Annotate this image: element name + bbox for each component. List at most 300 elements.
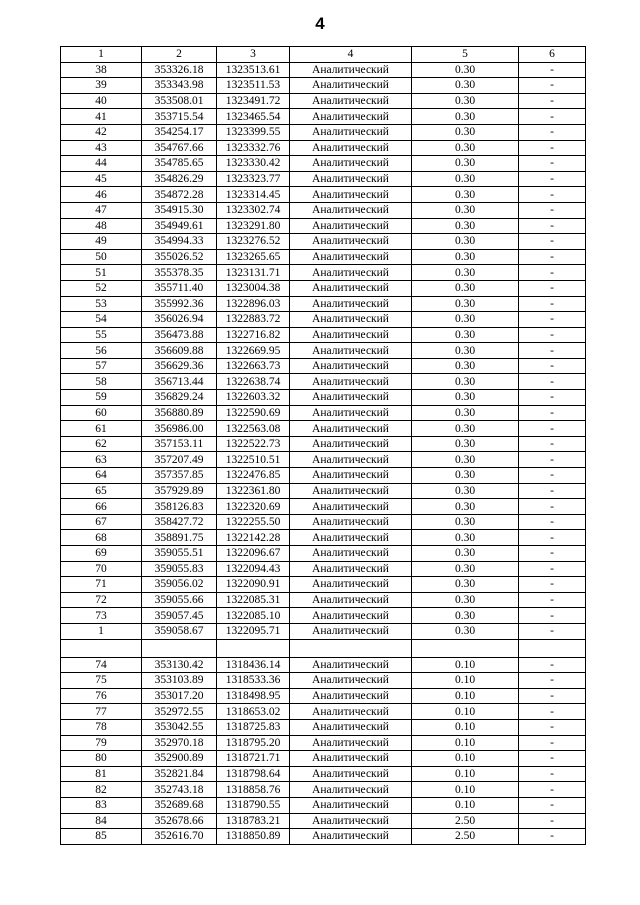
table-cell: 1318653.02 (217, 704, 290, 720)
table-row (61, 436, 586, 452)
table-cell: 1318498.95 (217, 688, 290, 704)
table-cell: 0.30 (412, 327, 519, 343)
table-cell: 352821.84 (142, 766, 217, 782)
table-cell: 352678.66 (142, 813, 217, 829)
page-number: 4 (315, 14, 325, 33)
table-cell: - (519, 468, 586, 484)
table-cell: 74 (61, 657, 142, 673)
table-cell: Аналитический (290, 608, 412, 624)
table-cell: - (519, 452, 586, 468)
table-cell: 0.30 (412, 483, 519, 499)
table-cell: 358126.83 (142, 499, 217, 515)
table-cell: Аналитический (290, 483, 412, 499)
table-cell: 355378.35 (142, 265, 217, 281)
table-cell: 357357.85 (142, 468, 217, 484)
table-cell: 1322095.71 (217, 623, 290, 639)
table-cell: 61 (61, 421, 142, 437)
table-cell: 356629.36 (142, 358, 217, 374)
table-cell: 356829.24 (142, 390, 217, 406)
table-row (61, 374, 586, 390)
table-row (61, 608, 586, 624)
table-cell: 0.30 (412, 187, 519, 203)
table-cell: - (519, 751, 586, 767)
table-cell: 0.30 (412, 202, 519, 218)
table-cell: 2.50 (412, 813, 519, 829)
table-cell: Аналитический (290, 343, 412, 359)
table-row (61, 546, 586, 562)
table-cell: 1322603.32 (217, 390, 290, 406)
table-row (61, 93, 586, 109)
empty-separator-row (61, 639, 586, 657)
table-body (61, 62, 586, 844)
table-cell: Аналитический (290, 374, 412, 390)
table-cell: Аналитический (290, 156, 412, 172)
table-cell: 0.10 (412, 673, 519, 689)
table-cell: 77 (61, 704, 142, 720)
table-cell: 76 (61, 688, 142, 704)
table-cell: - (519, 296, 586, 312)
table-cell: Аналитический (290, 218, 412, 234)
table-row (61, 452, 586, 468)
table-cell: 1318783.21 (217, 813, 290, 829)
table-cell: Аналитический (290, 312, 412, 328)
table-row (61, 296, 586, 312)
table-row (61, 109, 586, 125)
table-cell: 0.10 (412, 766, 519, 782)
table-cell: - (519, 483, 586, 499)
table-cell: - (519, 171, 586, 187)
table-cell: 354254.17 (142, 124, 217, 140)
table-cell: 47 (61, 202, 142, 218)
table-cell: 0.10 (412, 704, 519, 720)
table-cell: - (519, 62, 586, 78)
table-cell: 79 (61, 735, 142, 751)
table-cell: 0.30 (412, 93, 519, 109)
table-cell: 354994.33 (142, 234, 217, 250)
table-cell: 49 (61, 234, 142, 250)
column-header: 3 (217, 47, 290, 63)
table-cell: 1322085.10 (217, 608, 290, 624)
table-cell: 353017.20 (142, 688, 217, 704)
table-cell: Аналитический (290, 468, 412, 484)
table-row (61, 514, 586, 530)
table-cell: Аналитический (290, 782, 412, 798)
table-cell: 65 (61, 483, 142, 499)
table-cell: 58 (61, 374, 142, 390)
table-row (61, 782, 586, 798)
table-cell (519, 639, 586, 657)
table-cell: 78 (61, 719, 142, 735)
table-cell: 0.30 (412, 171, 519, 187)
table-row (61, 657, 586, 673)
table-cell: - (519, 312, 586, 328)
table-cell: - (519, 280, 586, 296)
table-cell: 0.30 (412, 124, 519, 140)
table-cell: 1323265.65 (217, 249, 290, 265)
table-cell: 0.30 (412, 312, 519, 328)
table-cell: 354785.65 (142, 156, 217, 172)
table-cell: 1318790.55 (217, 797, 290, 813)
table-cell: - (519, 140, 586, 156)
table-row (61, 673, 586, 689)
table-cell: - (519, 719, 586, 735)
table-cell: - (519, 202, 586, 218)
table-cell: 1 (61, 623, 142, 639)
table-cell: 53 (61, 296, 142, 312)
table-cell: 357207.49 (142, 452, 217, 468)
table-cell: 353715.54 (142, 109, 217, 125)
table-cell: 69 (61, 546, 142, 562)
table-cell: 0.30 (412, 577, 519, 593)
table-cell: Аналитический (290, 673, 412, 689)
column-header: 4 (290, 47, 412, 63)
table-row (61, 813, 586, 829)
table-cell: 1323302.74 (217, 202, 290, 218)
table-row (61, 78, 586, 94)
table-cell: 1323330.42 (217, 156, 290, 172)
table-row (61, 499, 586, 515)
table-cell: 0.30 (412, 405, 519, 421)
table-cell: 80 (61, 751, 142, 767)
table-cell: 359058.67 (142, 623, 217, 639)
table-cell: Аналитический (290, 688, 412, 704)
table-cell: - (519, 405, 586, 421)
table-cell: - (519, 187, 586, 203)
column-header: 6 (519, 47, 586, 63)
table-row (61, 735, 586, 751)
table-row (61, 202, 586, 218)
table-cell: - (519, 93, 586, 109)
table-cell: 0.30 (412, 249, 519, 265)
table-cell: Аналитический (290, 249, 412, 265)
table-cell: 1323399.55 (217, 124, 290, 140)
table-cell: 1318858.76 (217, 782, 290, 798)
table-cell: 352970.18 (142, 735, 217, 751)
table-cell: - (519, 265, 586, 281)
table-cell: 359055.51 (142, 546, 217, 562)
table-cell: - (519, 561, 586, 577)
table-cell: - (519, 829, 586, 845)
table-cell: 1322361.80 (217, 483, 290, 499)
table-cell: 0.30 (412, 530, 519, 546)
table-cell: Аналитический (290, 390, 412, 406)
table-cell: Аналитический (290, 405, 412, 421)
table-cell: 64 (61, 468, 142, 484)
table-cell: 1322563.08 (217, 421, 290, 437)
table-cell: 0.30 (412, 265, 519, 281)
table-row (61, 483, 586, 499)
table-cell: 66 (61, 499, 142, 515)
table-cell: 1318725.83 (217, 719, 290, 735)
table-cell (290, 639, 412, 657)
table-cell: 352616.70 (142, 829, 217, 845)
table-cell: 0.30 (412, 436, 519, 452)
table-cell: Аналитический (290, 171, 412, 187)
table-cell: Аналитический (290, 797, 412, 813)
table-cell: 353326.18 (142, 62, 217, 78)
table-cell: - (519, 78, 586, 94)
table-cell: 0.30 (412, 468, 519, 484)
table-cell: - (519, 218, 586, 234)
table-cell: 354915.30 (142, 202, 217, 218)
table-cell: 0.30 (412, 390, 519, 406)
table-row (61, 766, 586, 782)
table-cell: 1322476.85 (217, 468, 290, 484)
table-cell: 358891.75 (142, 530, 217, 546)
table-cell: 46 (61, 187, 142, 203)
table-cell: Аналитический (290, 704, 412, 720)
table-cell: - (519, 124, 586, 140)
table-cell: 353042.55 (142, 719, 217, 735)
table-cell: 357929.89 (142, 483, 217, 499)
table-cell: - (519, 109, 586, 125)
table-cell: 353508.01 (142, 93, 217, 109)
table-row (61, 704, 586, 720)
table-cell: - (519, 623, 586, 639)
table-cell: 73 (61, 608, 142, 624)
table-cell: 51 (61, 265, 142, 281)
table-cell: Аналитический (290, 577, 412, 593)
column-header: 5 (412, 47, 519, 63)
table-cell: - (519, 358, 586, 374)
table-cell: 1318795.20 (217, 735, 290, 751)
table-cell: 359055.66 (142, 592, 217, 608)
table-cell: 70 (61, 561, 142, 577)
table-cell: Аналитический (290, 93, 412, 109)
table-cell: 0.10 (412, 797, 519, 813)
table-cell: 356713.44 (142, 374, 217, 390)
table-cell: - (519, 327, 586, 343)
table-cell: 354767.66 (142, 140, 217, 156)
table-cell: 44 (61, 156, 142, 172)
table-cell: Аналитический (290, 202, 412, 218)
table-cell: 38 (61, 62, 142, 78)
table-cell: 0.30 (412, 546, 519, 562)
table-cell: Аналитический (290, 829, 412, 845)
table-cell: 352900.89 (142, 751, 217, 767)
table-cell: - (519, 390, 586, 406)
table-cell: Аналитический (290, 813, 412, 829)
table-cell: - (519, 592, 586, 608)
table-cell: 356026.94 (142, 312, 217, 328)
table-cell: 0.30 (412, 343, 519, 359)
table-cell: Аналитический (290, 436, 412, 452)
table-cell: 1323314.45 (217, 187, 290, 203)
table-row (61, 561, 586, 577)
table-cell: 0.30 (412, 608, 519, 624)
table-cell: - (519, 436, 586, 452)
table-cell: - (519, 499, 586, 515)
table-cell: 1323131.71 (217, 265, 290, 281)
table-cell: 43 (61, 140, 142, 156)
table-cell: 0.30 (412, 452, 519, 468)
table-cell: 1322669.95 (217, 343, 290, 359)
table-cell: 0.30 (412, 280, 519, 296)
table-cell: 68 (61, 530, 142, 546)
table-cell: - (519, 156, 586, 172)
table-row (61, 751, 586, 767)
table-row (61, 187, 586, 203)
table-cell: 1322716.82 (217, 327, 290, 343)
table-cell: 1323004.38 (217, 280, 290, 296)
table-cell: 1318436.14 (217, 657, 290, 673)
table-cell: Аналитический (290, 452, 412, 468)
table-row (61, 140, 586, 156)
table-cell (142, 639, 217, 657)
table-row (61, 358, 586, 374)
table-row (61, 421, 586, 437)
table-cell: Аналитический (290, 62, 412, 78)
column-header: 1 (61, 47, 142, 63)
table-cell: 0.30 (412, 421, 519, 437)
table-cell: 42 (61, 124, 142, 140)
table-cell: 0.10 (412, 657, 519, 673)
table-cell: 1322255.50 (217, 514, 290, 530)
table-cell: 62 (61, 436, 142, 452)
table-cell: - (519, 577, 586, 593)
table-cell: - (519, 782, 586, 798)
table-cell: 1323491.72 (217, 93, 290, 109)
table-cell: Аналитический (290, 561, 412, 577)
table-row (61, 688, 586, 704)
table-cell: Аналитический (290, 530, 412, 546)
table-row (61, 719, 586, 735)
table-row (61, 124, 586, 140)
table-cell: 1323276.52 (217, 234, 290, 250)
table-cell: 354826.29 (142, 171, 217, 187)
table-cell: 84 (61, 813, 142, 829)
table-row (61, 218, 586, 234)
table-row (61, 390, 586, 406)
table-cell: 359057.45 (142, 608, 217, 624)
table-row (61, 468, 586, 484)
table-cell: 1322883.72 (217, 312, 290, 328)
table-cell: - (519, 766, 586, 782)
table-cell: Аналитический (290, 265, 412, 281)
table-cell: Аналитический (290, 592, 412, 608)
table-cell: 71 (61, 577, 142, 593)
table-cell: - (519, 234, 586, 250)
table-cell: 1322142.28 (217, 530, 290, 546)
table-cell: - (519, 249, 586, 265)
table-cell: 1323323.77 (217, 171, 290, 187)
table-row (61, 797, 586, 813)
table-cell: 60 (61, 405, 142, 421)
table-cell: - (519, 608, 586, 624)
table-cell: 356609.88 (142, 343, 217, 359)
table-cell: 354949.61 (142, 218, 217, 234)
table-cell: 59 (61, 390, 142, 406)
table-cell: 1323513.61 (217, 62, 290, 78)
table-cell: - (519, 514, 586, 530)
table-cell: 0.10 (412, 719, 519, 735)
table-cell: 0.10 (412, 735, 519, 751)
column-header: 2 (142, 47, 217, 63)
table-cell: 0.30 (412, 358, 519, 374)
table-cell: 1322663.73 (217, 358, 290, 374)
table-cell: Аналитический (290, 327, 412, 343)
table-cell: 1318850.89 (217, 829, 290, 845)
table-cell: Аналитический (290, 140, 412, 156)
table-cell: 52 (61, 280, 142, 296)
table-cell: Аналитический (290, 657, 412, 673)
table-row (61, 577, 586, 593)
table-cell: Аналитический (290, 296, 412, 312)
table-cell: 1322896.03 (217, 296, 290, 312)
table-cell: 1322094.43 (217, 561, 290, 577)
table-cell: 0.30 (412, 109, 519, 125)
table-cell: Аналитический (290, 766, 412, 782)
table-cell: 1323465.54 (217, 109, 290, 125)
table-cell: 353103.89 (142, 673, 217, 689)
table-cell: - (519, 704, 586, 720)
table-cell: 55 (61, 327, 142, 343)
table-cell: 85 (61, 829, 142, 845)
table-cell: 356880.89 (142, 405, 217, 421)
table-cell: Аналитический (290, 280, 412, 296)
table-cell: 50 (61, 249, 142, 265)
table-cell (412, 639, 519, 657)
table-cell: 1323511.53 (217, 78, 290, 94)
table-cell: 1323291.80 (217, 218, 290, 234)
table-cell: 352689.68 (142, 797, 217, 813)
table-cell: - (519, 813, 586, 829)
table-cell: Аналитический (290, 623, 412, 639)
table-cell: 0.30 (412, 561, 519, 577)
table-row (61, 327, 586, 343)
coordinates-table (60, 46, 586, 845)
table-cell: - (519, 343, 586, 359)
table-cell: 352972.55 (142, 704, 217, 720)
table-cell: 353343.98 (142, 78, 217, 94)
table-cell: 67 (61, 514, 142, 530)
table-cell: Аналитический (290, 78, 412, 94)
table-row (61, 171, 586, 187)
table-cell: Аналитический (290, 719, 412, 735)
table-cell: 57 (61, 358, 142, 374)
table-cell: 355711.40 (142, 280, 217, 296)
table-row (61, 592, 586, 608)
table-cell: - (519, 530, 586, 546)
table-row (61, 829, 586, 845)
table-cell: 75 (61, 673, 142, 689)
table-row (61, 312, 586, 328)
table-cell: 0.10 (412, 688, 519, 704)
table-row (61, 234, 586, 250)
table-cell: - (519, 673, 586, 689)
table-cell: 1323332.76 (217, 140, 290, 156)
table-row (61, 265, 586, 281)
table-cell: 352743.18 (142, 782, 217, 798)
table-cell: Аналитический (290, 546, 412, 562)
table-cell: 40 (61, 93, 142, 109)
table-cell: 48 (61, 218, 142, 234)
table-cell (61, 639, 142, 657)
table-cell: 54 (61, 312, 142, 328)
table-cell: 0.10 (412, 782, 519, 798)
table-cell: 1318721.71 (217, 751, 290, 767)
table-cell: 355026.52 (142, 249, 217, 265)
table-cell: 0.30 (412, 374, 519, 390)
table-row (61, 62, 586, 78)
table-cell: 1322590.69 (217, 405, 290, 421)
table-cell: 56 (61, 343, 142, 359)
table-cell: 0.30 (412, 592, 519, 608)
table-cell: 41 (61, 109, 142, 125)
table-cell: Аналитический (290, 234, 412, 250)
table-cell: Аналитический (290, 421, 412, 437)
table-cell: Аналитический (290, 124, 412, 140)
